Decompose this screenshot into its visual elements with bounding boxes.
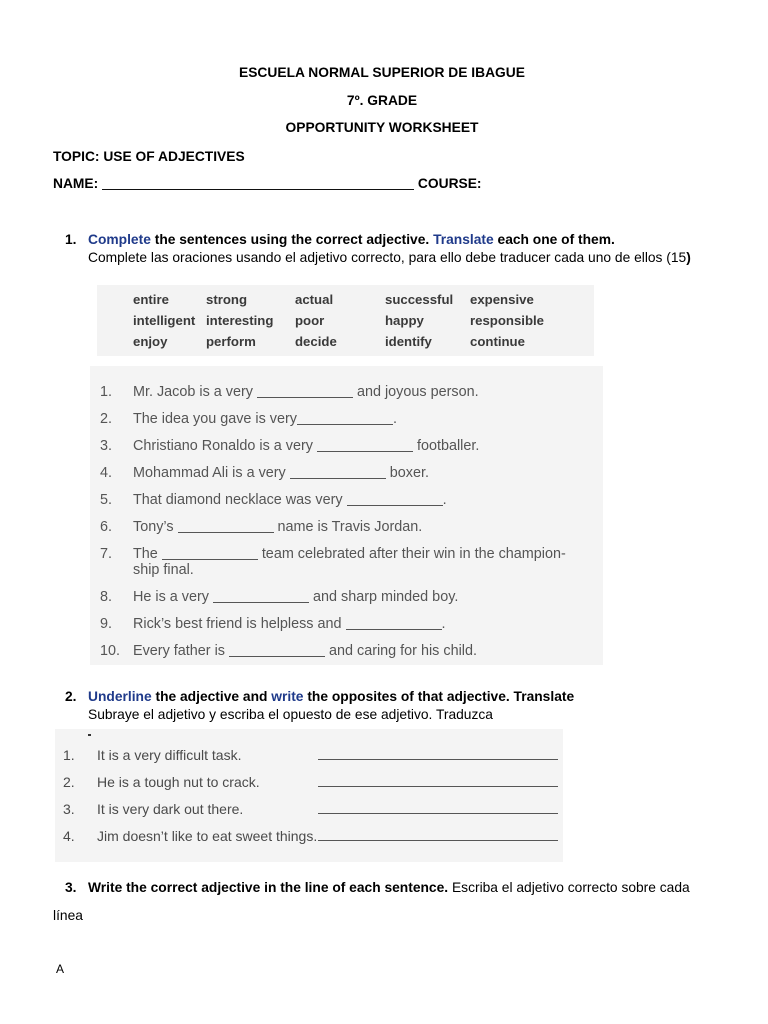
sentence-after: and sharp minded boy. bbox=[312, 589, 459, 605]
sentence-number: 3. bbox=[100, 438, 113, 454]
grade-heading: 7º. GRADE bbox=[346, 93, 418, 108]
answer-blank bbox=[347, 495, 443, 506]
opposite-sentence: It is a very difficult task. bbox=[97, 747, 242, 763]
opposite-sentence: He is a tough nut to crack. bbox=[97, 774, 260, 790]
name-course-line bbox=[53, 176, 482, 192]
word-bank-word: expensive bbox=[470, 292, 534, 307]
answer-blank bbox=[317, 441, 413, 452]
section2-title bbox=[65, 689, 574, 705]
sentence-number: 2. bbox=[100, 411, 113, 427]
section3-title bbox=[65, 880, 690, 896]
answer-line bbox=[318, 751, 558, 760]
sentence-after: . bbox=[441, 616, 446, 632]
word-bank-word: enjoy bbox=[133, 334, 168, 349]
sentence-before: The idea you gave is very bbox=[133, 411, 297, 427]
opposite-number: 3. bbox=[63, 801, 75, 817]
sentence-before: Tony’s bbox=[133, 519, 174, 535]
word-bank-word: poor bbox=[295, 313, 325, 328]
section1-subtitle bbox=[88, 250, 691, 266]
course-label: COURSE: bbox=[417, 176, 482, 191]
section2-title-highlight-underline: Underline bbox=[88, 689, 152, 704]
sentence-number: 4. bbox=[100, 465, 113, 481]
section2-subtitle: Subraye el adjetivo y escriba el opuesto de ese adjetivo. Traduzca bbox=[88, 707, 493, 722]
answer-blank bbox=[257, 387, 353, 398]
sentence-before: That diamond necklace was very bbox=[133, 492, 343, 508]
sentence-item bbox=[90, 611, 603, 638]
sentence-before: Mr. Jacob is a very bbox=[133, 384, 253, 400]
word-bank-word: continue bbox=[470, 334, 525, 349]
worksheet-title: OPPORTUNITY WORKSHEET bbox=[285, 120, 479, 135]
section3-title-text: Write the correct adjective in the line of each sentence. bbox=[88, 880, 449, 895]
sentence-after: and joyous person. bbox=[356, 384, 479, 400]
word-bank-row bbox=[97, 310, 594, 331]
sentence-item bbox=[90, 541, 603, 579]
answer-blank bbox=[178, 522, 274, 533]
section2-title-text: the adjective and bbox=[155, 689, 268, 704]
answer-line bbox=[318, 832, 558, 841]
section1-subtitle-end: ) bbox=[686, 250, 691, 265]
section1-title-text-end: each one of them. bbox=[497, 232, 615, 247]
sentence-after: footballer. bbox=[416, 438, 480, 454]
sentence-number: 9. bbox=[100, 616, 113, 632]
sentence-number: 6. bbox=[100, 519, 113, 535]
section1-title bbox=[65, 232, 615, 248]
section1-title-highlight-complete: Complete bbox=[88, 232, 151, 247]
sentence-number: 1. bbox=[100, 384, 113, 400]
word-bank-word: intelligent bbox=[133, 313, 196, 328]
answer-blank bbox=[229, 646, 325, 657]
opposite-sentence: It is very dark out there. bbox=[97, 801, 244, 817]
sentence-after: name is Travis Jordan. bbox=[277, 519, 423, 535]
word-bank-word: strong bbox=[206, 292, 248, 307]
word-bank-word: identify bbox=[385, 334, 432, 349]
opposite-item bbox=[55, 742, 563, 769]
school-name: ESCUELA NORMAL SUPERIOR DE IBAGUE bbox=[239, 65, 525, 80]
sentence-after: boxer. bbox=[389, 465, 429, 481]
answer-blank bbox=[213, 592, 309, 603]
sentence-after: . bbox=[442, 492, 447, 508]
answer-blank bbox=[297, 414, 393, 425]
sentence-number: 8. bbox=[100, 589, 113, 605]
sentence-before: The bbox=[133, 546, 158, 562]
section2-title-highlight-write: write bbox=[271, 689, 304, 704]
word-bank-word: perform bbox=[206, 334, 256, 349]
sentence-continuation: ship final. bbox=[133, 562, 194, 578]
sentence-number: 5. bbox=[100, 492, 113, 508]
sentence-after: team celebrated after their win in the champion- bbox=[261, 546, 566, 562]
opposite-number: 4. bbox=[63, 828, 75, 844]
sentence-before: He is a very bbox=[133, 589, 209, 605]
word-bank-row bbox=[97, 289, 594, 310]
answer-blank bbox=[346, 619, 442, 630]
sentence-number: 10. bbox=[100, 643, 121, 659]
section2-title-text-end: the opposites of that adjective. Translate bbox=[307, 689, 575, 704]
word-bank-word: successful bbox=[385, 292, 454, 307]
section2-number: 2. bbox=[65, 689, 77, 704]
section1-title-highlight-translate: Translate bbox=[433, 232, 494, 247]
word-bank-word: actual bbox=[295, 292, 334, 307]
section1-number: 1. bbox=[65, 232, 77, 247]
word-bank-word: responsible bbox=[470, 313, 545, 328]
name-label: NAME: bbox=[53, 176, 99, 191]
sentence-item bbox=[90, 514, 603, 541]
sentence-item bbox=[90, 487, 603, 514]
sentence-after: and caring for his child. bbox=[328, 643, 477, 659]
stray-mark bbox=[88, 734, 91, 736]
opposite-item bbox=[55, 769, 563, 796]
sentence-before: Rick’s best friend is helpless and bbox=[133, 616, 342, 632]
answer-blank bbox=[290, 468, 386, 479]
sentence-item bbox=[90, 433, 603, 460]
opposite-item bbox=[55, 823, 563, 850]
opposite-number: 2. bbox=[63, 774, 75, 790]
word-bank-word: happy bbox=[385, 313, 424, 328]
sentence-item bbox=[90, 460, 603, 487]
word-bank-word: interesting bbox=[206, 313, 274, 328]
section1-subtitle-text: Complete las oraciones usando el adjetivo correcto, para ello debe traducer cada uno de ellos (15 bbox=[88, 250, 687, 265]
topic-line: TOPIC: USE OF ADJECTIVES bbox=[53, 149, 245, 164]
answer-line bbox=[318, 805, 558, 814]
page-mark: A bbox=[56, 962, 65, 976]
sentence-before: Christiano Ronaldo is a very bbox=[133, 438, 313, 454]
sentence-item bbox=[90, 584, 603, 611]
sentence-number: 7. bbox=[100, 546, 113, 562]
answer-blank bbox=[162, 549, 258, 560]
sentence-after: . bbox=[392, 411, 397, 427]
sentence-item bbox=[90, 638, 603, 665]
answer-line bbox=[318, 778, 558, 787]
word-bank bbox=[97, 285, 594, 356]
word-bank-row bbox=[97, 331, 594, 352]
fill-in-sentences bbox=[90, 366, 603, 665]
opposite-sentence: Jim doesn’t like to eat sweet things. bbox=[97, 828, 318, 844]
word-bank-word: entire bbox=[133, 292, 169, 307]
section1-title-text: the sentences using the correct adjective. bbox=[154, 232, 430, 247]
sentence-item bbox=[90, 379, 603, 406]
word-bank-word: decide bbox=[295, 334, 337, 349]
name-blank-line bbox=[102, 179, 414, 190]
opposites-exercise bbox=[55, 729, 563, 862]
sentence-before: Every father is bbox=[133, 643, 225, 659]
section3-number: 3. bbox=[65, 880, 77, 895]
sentence-item bbox=[90, 406, 603, 433]
section3-instruction-es: Escriba el adjetivo correcto sobre cada bbox=[451, 880, 690, 895]
opposite-number: 1. bbox=[63, 747, 75, 763]
opposite-item bbox=[55, 796, 563, 823]
sentence-before: Mohammad Ali is a very bbox=[133, 465, 286, 481]
section3-instruction-es-continued: línea bbox=[53, 908, 83, 923]
